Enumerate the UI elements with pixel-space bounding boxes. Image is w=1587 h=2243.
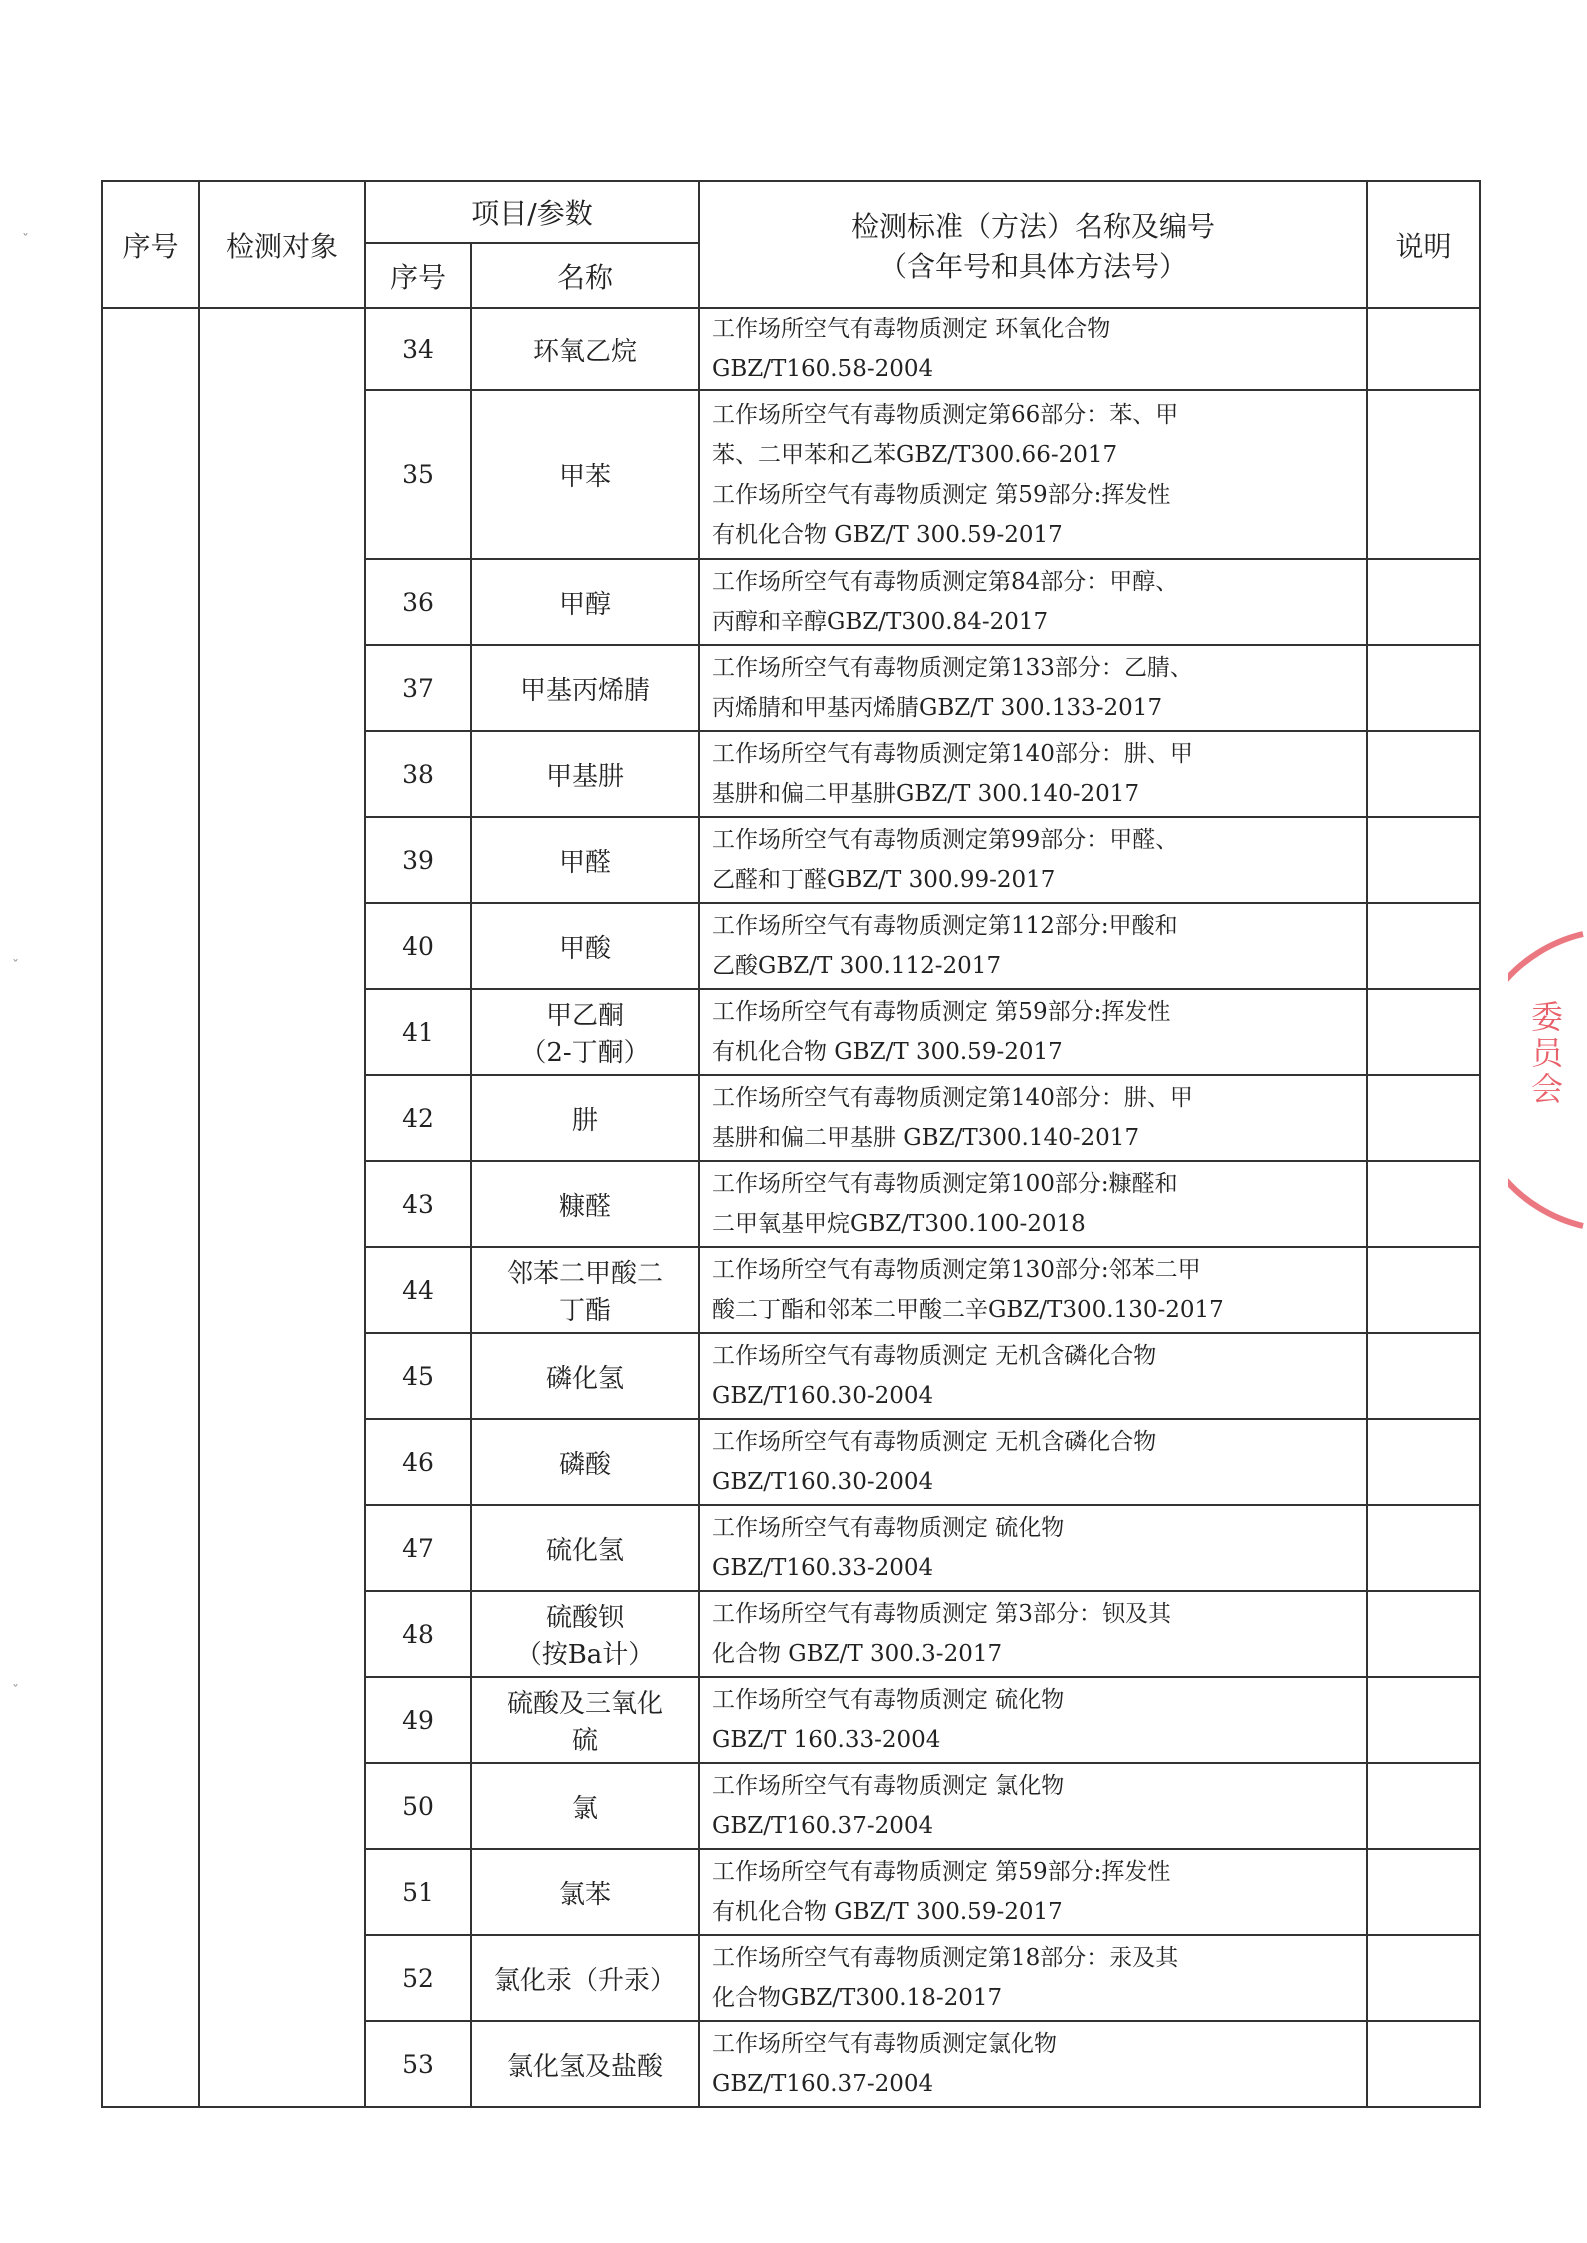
- item-seq: 41: [365, 989, 471, 1075]
- note-cell: [1367, 1247, 1480, 1333]
- standard-line: 有机化合物 GBZ/T 300.59-2017: [712, 1039, 1063, 1065]
- standard-line: 丙醇和辛醇GBZ/T300.84-2017: [712, 609, 1049, 635]
- standard-line: 乙酸GBZ/T 300.112-2017: [712, 953, 1002, 979]
- item-name-line: （2-丁酮）: [520, 1038, 650, 1068]
- note-cell: [1367, 1075, 1480, 1161]
- standard-line: 工作场所空气有毒物质测定 无机含磷化合物: [712, 1429, 1157, 1455]
- scan-mark: ˇ: [12, 1683, 19, 1699]
- item-name: [471, 308, 699, 390]
- note-cell: [1367, 1419, 1480, 1505]
- item-name: [471, 645, 699, 731]
- item-name-line: 甲醇: [558, 589, 611, 620]
- standard-cell: [699, 1247, 1367, 1333]
- item-name: [471, 731, 699, 817]
- item-name-line: 邻苯二甲酸二: [506, 1259, 663, 1289]
- item-name-line: 甲酸: [558, 933, 611, 964]
- item-seq: 37: [365, 645, 471, 731]
- standard-cell: [699, 645, 1367, 731]
- standard-line: 工作场所空气有毒物质测定氯化物: [712, 2031, 1057, 2057]
- item-seq: 42: [365, 1075, 471, 1161]
- standard-line: 工作场所空气有毒物质测定第18部分：汞及其: [712, 1945, 1179, 1971]
- standard-line: 苯、二甲苯和乙苯GBZ/T300.66-2017: [712, 441, 1118, 468]
- item-seq: 52: [365, 1935, 471, 2021]
- item-name-line: 磷化氢: [545, 1363, 624, 1394]
- item-seq: 51: [365, 1849, 471, 1935]
- standard-cell: [699, 308, 1367, 390]
- scan-mark: ˇ: [22, 232, 29, 248]
- item-name: [471, 1247, 699, 1333]
- item-name: [471, 390, 699, 559]
- standard-cell: [699, 1075, 1367, 1161]
- item-name-line: 硫酸及三氧化: [506, 1689, 663, 1719]
- standard-line: 工作场所空气有毒物质测定第140部分：肼、甲: [712, 741, 1193, 767]
- standard-cell: [699, 989, 1367, 1075]
- item-name-line: 硫: [571, 1726, 598, 1756]
- item-name: [471, 1763, 699, 1849]
- standard-line: GBZ/T160.37-2004: [712, 2071, 934, 2097]
- standard-line: 工作场所空气有毒物质测定 第59部分:挥发性: [712, 481, 1171, 508]
- standard-cell: [699, 390, 1367, 559]
- standard-cell: [699, 1419, 1367, 1505]
- standard-line: 工作场所空气有毒物质测定 硫化物: [712, 1515, 1065, 1541]
- standard-line: 工作场所空气有毒物质测定第133部分：乙腈、: [712, 655, 1193, 681]
- scan-mark: ˇ: [12, 958, 19, 974]
- item-name: [471, 1419, 699, 1505]
- standard-cell: [699, 1505, 1367, 1591]
- item-seq: 39: [365, 817, 471, 903]
- note-cell: [1367, 1505, 1480, 1591]
- note-cell: [1367, 2021, 1480, 2107]
- standard-cell: [699, 1677, 1367, 1763]
- item-seq: 34: [365, 308, 471, 390]
- standards-table: [101, 180, 1481, 2108]
- standard-line: GBZ/T160.58-2004: [712, 356, 934, 382]
- item-name-line: 硫酸钡: [545, 1603, 624, 1633]
- item-name: [471, 817, 699, 903]
- merged-seq-cell: [102, 308, 199, 2107]
- standard-line: GBZ/T 160.33-2004: [712, 1727, 941, 1753]
- header-standard-line1: 检测标准（方法）名称及编号: [850, 209, 1215, 243]
- standard-cell: [699, 1763, 1367, 1849]
- standard-cell: [699, 731, 1367, 817]
- item-seq: 44: [365, 1247, 471, 1333]
- item-seq: 38: [365, 731, 471, 817]
- item-seq: 45: [365, 1333, 471, 1419]
- standard-line: GBZ/T160.37-2004: [712, 1813, 934, 1839]
- standard-cell: [699, 1849, 1367, 1935]
- standard-cell: [699, 1591, 1367, 1677]
- header-item-group: 项目/参数: [365, 181, 699, 243]
- item-name-line: 氯化氢及盐酸: [506, 2051, 663, 2082]
- standard-cell: [699, 817, 1367, 903]
- item-seq: 49: [365, 1677, 471, 1763]
- item-seq: 40: [365, 903, 471, 989]
- standard-line: 工作场所空气有毒物质测定第130部分:邻苯二甲: [712, 1257, 1201, 1283]
- standard-line: 工作场所空气有毒物质测定第66部分：苯、甲: [712, 401, 1179, 428]
- item-name: [471, 559, 699, 645]
- standard-line: 工作场所空气有毒物质测定 环氧化合物: [712, 316, 1111, 342]
- standard-line: GBZ/T160.30-2004: [712, 1383, 934, 1409]
- note-cell: [1367, 817, 1480, 903]
- item-seq: 36: [365, 559, 471, 645]
- standard-line: 有机化合物 GBZ/T 300.59-2017: [712, 521, 1063, 548]
- standard-line: 工作场所空气有毒物质测定 氯化物: [712, 1773, 1065, 1799]
- item-name-line: 甲苯: [558, 462, 611, 492]
- note-cell: [1367, 559, 1480, 645]
- standard-line: 工作场所空气有毒物质测定 第3部分：钡及其: [712, 1601, 1171, 1627]
- header-seq: 序号: [102, 181, 199, 308]
- standard-line: GBZ/T160.33-2004: [712, 1555, 934, 1581]
- header-object: 检测对象: [199, 181, 365, 308]
- stamp-text: 委员会: [1526, 1000, 1564, 1108]
- item-seq: 46: [365, 1419, 471, 1505]
- item-name-line: 甲基丙烯腈: [519, 675, 650, 706]
- item-name: [471, 1935, 699, 2021]
- item-name: [471, 1677, 699, 1763]
- item-name: [471, 1075, 699, 1161]
- item-name-line: 甲醛: [558, 847, 611, 878]
- standard-line: 化合物 GBZ/T 300.3-2017: [712, 1641, 1003, 1667]
- header-note: 说明: [1367, 181, 1480, 308]
- note-cell: [1367, 308, 1480, 390]
- standard-cell: [699, 1333, 1367, 1419]
- note-cell: [1367, 1591, 1480, 1677]
- standard-cell: [699, 2021, 1367, 2107]
- item-name-line: 磷酸: [558, 1449, 611, 1480]
- item-name-line: 甲乙酮: [545, 1001, 624, 1031]
- item-name-line: 环氧乙烷: [532, 336, 637, 367]
- standard-line: 酸二丁酯和邻苯二甲酸二辛GBZ/T300.130-2017: [712, 1297, 1224, 1323]
- standard-line: 工作场所空气有毒物质测定第140部分：肼、甲: [712, 1085, 1193, 1111]
- standard-line: GBZ/T160.30-2004: [712, 1469, 934, 1495]
- standard-cell: [699, 559, 1367, 645]
- standard-line: 工作场所空气有毒物质测定 第59部分:挥发性: [712, 1859, 1171, 1885]
- standard-cell: [699, 1161, 1367, 1247]
- header-item-seq: 序号: [365, 243, 471, 308]
- item-seq: 50: [365, 1763, 471, 1849]
- merged-object-cell: [199, 308, 365, 2107]
- standard-line: 工作场所空气有毒物质测定第99部分：甲醛、: [712, 827, 1179, 853]
- standard-line: 丙烯腈和甲基丙烯腈GBZ/T 300.133-2017: [712, 695, 1163, 721]
- standard-line: 工作场所空气有毒物质测定 第59部分:挥发性: [712, 999, 1171, 1025]
- standard-line: 乙醛和丁醛GBZ/T 300.99-2017: [712, 867, 1056, 893]
- item-name-line: 丁酯: [558, 1296, 611, 1326]
- item-seq: 43: [365, 1161, 471, 1247]
- note-cell: [1367, 989, 1480, 1075]
- note-cell: [1367, 1849, 1480, 1935]
- item-name: [471, 1161, 699, 1247]
- item-name: [471, 1505, 699, 1591]
- standard-line: 化合物GBZ/T300.18-2017: [712, 1985, 1003, 2011]
- note-cell: [1367, 1677, 1480, 1763]
- standard-line: 工作场所空气有毒物质测定 无机含磷化合物: [712, 1343, 1157, 1369]
- note-cell: [1367, 645, 1480, 731]
- note-cell: [1367, 731, 1480, 817]
- item-name-line: 硫化氢: [545, 1535, 624, 1566]
- item-seq: 48: [365, 1591, 471, 1677]
- item-name-line: 肼: [571, 1105, 598, 1136]
- standard-line: 有机化合物 GBZ/T 300.59-2017: [712, 1899, 1063, 1925]
- item-name: [471, 989, 699, 1075]
- header-standard-line2: （含年号和具体方法号）: [878, 249, 1187, 283]
- standard-line: 工作场所空气有毒物质测定第100部分:糠醛和: [712, 1171, 1178, 1197]
- standard-line: 工作场所空气有毒物质测定第112部分:甲酸和: [712, 913, 1178, 939]
- standard-line: 二甲氧基甲烷GBZ/T300.100-2018: [712, 1211, 1086, 1237]
- item-name-line: （按Ba计）: [515, 1640, 655, 1670]
- item-name: [471, 2021, 699, 2107]
- item-seq: 35: [365, 390, 471, 559]
- standard-line: 基肼和偏二甲基肼GBZ/T 300.140-2017: [712, 781, 1140, 807]
- standard-line: 工作场所空气有毒物质测定第84部分：甲醇、: [712, 569, 1179, 595]
- note-cell: [1367, 1161, 1480, 1247]
- item-name-line: 氯化汞（升汞）: [493, 1965, 676, 1996]
- item-name: [471, 903, 699, 989]
- item-name: [471, 1333, 699, 1419]
- item-name-line: 氯: [571, 1793, 598, 1824]
- item-seq: 47: [365, 1505, 471, 1591]
- item-name: [471, 1849, 699, 1935]
- item-seq: 53: [365, 2021, 471, 2107]
- note-cell: [1367, 390, 1480, 559]
- item-name-line: 氯苯: [558, 1879, 611, 1910]
- header-standard: [699, 181, 1367, 308]
- note-cell: [1367, 1333, 1480, 1419]
- table-row: [102, 308, 1480, 390]
- standard-cell: [699, 903, 1367, 989]
- standard-line: 基肼和偏二甲基肼 GBZ/T300.140-2017: [712, 1125, 1140, 1151]
- standard-cell: [699, 1935, 1367, 2021]
- standard-line: 工作场所空气有毒物质测定 硫化物: [712, 1687, 1065, 1713]
- item-name-line: 糠醛: [558, 1191, 611, 1222]
- header-item-name: 名称: [471, 243, 699, 308]
- note-cell: [1367, 903, 1480, 989]
- item-name-line: 甲基肼: [545, 761, 624, 792]
- note-cell: [1367, 1763, 1480, 1849]
- item-name: [471, 1591, 699, 1677]
- note-cell: [1367, 1935, 1480, 2021]
